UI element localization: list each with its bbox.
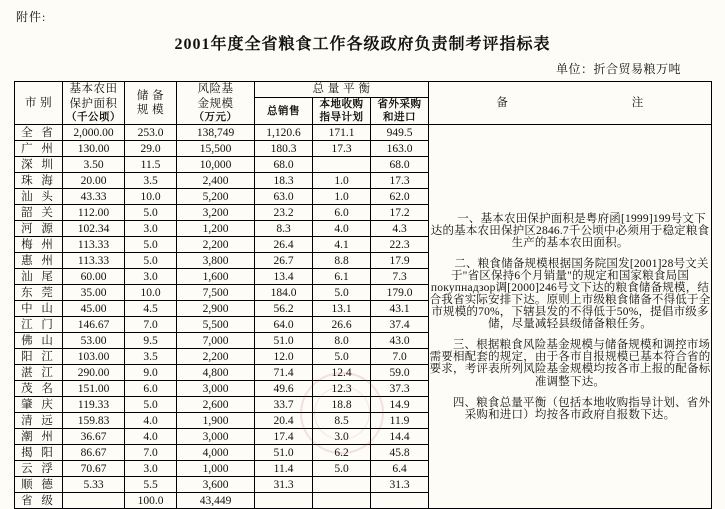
table-row xyxy=(15,125,712,141)
cell-region: 深 圳 xyxy=(15,157,63,173)
cell-region: 潮 州 xyxy=(15,429,63,445)
cell-local-purchase: 3.0 xyxy=(313,429,371,445)
cell-outside-purchase: 179.0 xyxy=(371,285,429,301)
cell-local-purchase: 8.0 xyxy=(313,333,371,349)
cell-region: 东 莞 xyxy=(15,285,63,301)
cell-risk-fund: 1,000 xyxy=(177,461,255,477)
cell-region: 江 门 xyxy=(15,317,63,333)
cell-farmland: 102.34 xyxy=(63,221,125,237)
cell-outside-purchase: 7.3 xyxy=(371,269,429,285)
cell-reserve: 4.0 xyxy=(125,413,177,429)
cell-risk-fund: 4,000 xyxy=(177,445,255,461)
cell-total-supply: 184.0 xyxy=(255,285,313,301)
cell-reserve: 11.5 xyxy=(125,157,177,173)
cell-farmland: 159.83 xyxy=(63,413,125,429)
cell-total-supply: 31.3 xyxy=(255,477,313,493)
cell-total-supply: 51.0 xyxy=(255,445,313,461)
cell-local-purchase: 4.0 xyxy=(313,221,371,237)
cell-outside-purchase: 7.0 xyxy=(371,349,429,365)
farmland-line-1: 基本农田 xyxy=(69,83,118,96)
cell-local-purchase: 8.5 xyxy=(313,413,371,429)
cell-region: 云 浮 xyxy=(15,461,63,477)
cell-region: 惠 州 xyxy=(15,253,63,269)
cell-reserve: 5.5 xyxy=(125,477,177,493)
cell-local-purchase: 8.8 xyxy=(313,253,371,269)
cell-risk-fund: 3,000 xyxy=(177,381,255,397)
cell-local-purchase: 5.0 xyxy=(313,461,371,477)
note-paragraph: 四、粮食总量平衡（包括本地收购指导计划、省外采购和进口）均按各市政府自报数下达。 xyxy=(452,396,711,421)
col-header-remark xyxy=(429,82,712,125)
cell-total-supply: 64.0 xyxy=(255,317,313,333)
cell-farmland xyxy=(63,493,125,509)
cell-outside-purchase: 45.8 xyxy=(371,445,429,461)
cell-reserve: 9.0 xyxy=(125,365,177,381)
cell-region: 广 州 xyxy=(15,141,63,157)
col-header-farmland xyxy=(63,82,125,125)
cell-outside-purchase: 59.0 xyxy=(371,365,429,381)
note-paragraph: 三、根据粮食风险基金规模与储备规模和调控市场需要相配套的规定，由于各市自报规模已基本符合省的要求，考评表所列风险基金规模均按各市上报的配备标准调整下达。 xyxy=(429,339,711,388)
table-body xyxy=(15,125,712,509)
cell-reserve: 7.0 xyxy=(125,317,177,333)
cell-local-purchase: 17.3 xyxy=(313,141,371,157)
cell-risk-fund: 2,200 xyxy=(177,237,255,253)
cell-farmland: 146.67 xyxy=(63,317,125,333)
cell-risk-fund: 10,000 xyxy=(177,157,255,173)
col-header-risk-fund xyxy=(177,82,255,125)
cell-local-purchase: 171.1 xyxy=(313,125,371,141)
cell-local-purchase: 6.0 xyxy=(313,205,371,221)
cell-farmland: 130.00 xyxy=(63,141,125,157)
reserve-line-2: 规 模 xyxy=(136,104,165,117)
cell-total-supply: 56.2 xyxy=(255,301,313,317)
cell-region: 茂 名 xyxy=(15,381,63,397)
cell-total-supply: 1,120.6 xyxy=(255,125,313,141)
cell-reserve: 10.0 xyxy=(125,285,177,301)
cell-farmland: 151.00 xyxy=(63,381,125,397)
cell-risk-fund: 43,449 xyxy=(177,493,255,509)
cell-local-purchase: 12.3 xyxy=(313,381,371,397)
cell-farmland: 53.00 xyxy=(63,333,125,349)
cell-outside-purchase: 17.9 xyxy=(371,253,429,269)
farmland-line-3: （千公顷） xyxy=(66,111,121,123)
cell-total-supply xyxy=(255,493,313,509)
cell-risk-fund: 4,800 xyxy=(177,365,255,381)
unit-label: 单位：折合贸易粮万吨 xyxy=(555,62,681,76)
cell-farmland: 3.50 xyxy=(63,157,125,173)
riskfund-line-1: 风险基 xyxy=(197,83,234,96)
cell-risk-fund: 7,500 xyxy=(177,285,255,301)
cell-local-purchase: 13.1 xyxy=(313,301,371,317)
cell-total-supply: 26.4 xyxy=(255,237,313,253)
cell-reserve: 5.0 xyxy=(125,205,177,221)
cell-total-supply: 26.7 xyxy=(255,253,313,269)
cell-risk-fund: 15,500 xyxy=(177,141,255,157)
cell-outside-purchase: 163.0 xyxy=(371,141,429,157)
cell-local-purchase xyxy=(313,493,371,509)
cell-total-supply: 18.3 xyxy=(255,173,313,189)
remark-word: 备 xyxy=(496,97,509,110)
cell-total-supply: 180.3 xyxy=(255,141,313,157)
cell-reserve: 3.0 xyxy=(125,461,177,477)
page-title: 2001年度全省粮食工作各级政府负责制考评指标表 xyxy=(174,36,551,53)
cell-region: 全 省 xyxy=(15,125,63,141)
cell-outside-purchase: 11.9 xyxy=(371,413,429,429)
cell-farmland: 60.00 xyxy=(63,269,125,285)
cell-total-supply: 71.4 xyxy=(255,365,313,381)
cell-outside-purchase: 43.0 xyxy=(371,333,429,349)
cell-risk-fund: 2,600 xyxy=(177,397,255,413)
col-header-region: 市 别 xyxy=(15,82,63,125)
cell-local-purchase: 1.0 xyxy=(313,173,371,189)
cell-outside-purchase: 17.3 xyxy=(371,173,429,189)
cell-farmland: 20.00 xyxy=(63,173,125,189)
note-word: 注 xyxy=(631,97,644,110)
cell-outside-purchase: 6.4 xyxy=(371,461,429,477)
col-header-outside-purchase: 省外采购 和进口 xyxy=(371,98,429,125)
cell-region: 珠 海 xyxy=(15,173,63,189)
cell-reserve: 5.0 xyxy=(125,237,177,253)
cell-total-supply: 33.7 xyxy=(255,397,313,413)
riskfund-line-2: 金规模 xyxy=(197,97,234,110)
cell-outside-purchase: 37.4 xyxy=(371,317,429,333)
cell-outside-purchase: 17.2 xyxy=(371,205,429,221)
cell-farmland: 5.33 xyxy=(63,477,125,493)
cell-farmland: 70.67 xyxy=(63,461,125,477)
cell-total-supply: 8.3 xyxy=(255,221,313,237)
cell-region: 佛 山 xyxy=(15,333,63,349)
cell-outside-purchase: 68.0 xyxy=(371,157,429,173)
cell-outside-purchase: 62.0 xyxy=(371,189,429,205)
col-header-balance-group: 总 量 平 衡 xyxy=(255,82,429,98)
col-header-reserve xyxy=(125,82,177,125)
cell-reserve: 5.0 xyxy=(125,397,177,413)
cell-risk-fund: 3,800 xyxy=(177,253,255,269)
cell-reserve: 10.0 xyxy=(125,189,177,205)
cell-region: 中 山 xyxy=(15,301,63,317)
cell-outside-purchase: 37.3 xyxy=(371,381,429,397)
cell-farmland: 113.33 xyxy=(63,253,125,269)
riskfund-line-3: （万元） xyxy=(193,111,238,123)
cell-outside-purchase: 14.4 xyxy=(371,429,429,445)
note-paragraph: 二、粮食储备规模根据国务院国发[2001]28号文关于"省区保持6个月销量"的规定和国家粮食局国покупнадзор调[2000]246号文下达的粮食储备规模，结合我省实际安排下达。原则上市级粮食储备不得低于全市规模的70%，下辖县发的不得低于50%，提倡市级多储，尽量减轻县级储备粮任务。 xyxy=(429,257,711,331)
cell-local-purchase: 1.0 xyxy=(313,189,371,205)
cell-local-purchase: 18.8 xyxy=(313,397,371,413)
cell-farmland: 36.67 xyxy=(63,429,125,445)
cell-reserve: 3.5 xyxy=(125,173,177,189)
cell-total-supply: 17.4 xyxy=(255,429,313,445)
cell-farmland: 113.33 xyxy=(63,237,125,253)
cell-reserve: 9.5 xyxy=(125,333,177,349)
cell-outside-purchase: 4.3 xyxy=(371,221,429,237)
cell-local-purchase xyxy=(313,157,371,173)
cell-risk-fund: 2,200 xyxy=(177,349,255,365)
cell-reserve: 3.5 xyxy=(125,349,177,365)
cell-outside-purchase: 31.3 xyxy=(371,477,429,493)
cell-outside-purchase: 22.3 xyxy=(371,237,429,253)
cell-farmland: 119.33 xyxy=(63,397,125,413)
cell-outside-purchase: 14.9 xyxy=(371,397,429,413)
cell-reserve: 3.0 xyxy=(125,269,177,285)
note-paragraph: 一、基本农田保护面积是粤府函[1999]199号文下达的基本农田保护区2846.7千公顷中必须用于稳定粮食生产的基本农田面积。 xyxy=(430,212,710,249)
cell-risk-fund: 3,000 xyxy=(177,429,255,445)
cell-reserve: 7.0 xyxy=(125,445,177,461)
cell-region: 梅 州 xyxy=(15,237,63,253)
cell-total-supply: 49.6 xyxy=(255,381,313,397)
cell-total-supply: 20.4 xyxy=(255,413,313,429)
cell-region: 顺 德 xyxy=(15,477,63,493)
cell-risk-fund: 1,200 xyxy=(177,221,255,237)
cell-local-purchase: 12.4 xyxy=(313,365,371,381)
cell-farmland: 35.00 xyxy=(63,285,125,301)
cell-region: 省 级 xyxy=(15,493,63,509)
cell-region: 肇 庆 xyxy=(15,397,63,413)
cell-farmland: 45.00 xyxy=(63,301,125,317)
cell-risk-fund: 5,500 xyxy=(177,317,255,333)
cell-reserve: 6.0 xyxy=(125,381,177,397)
cell-region: 揭 阳 xyxy=(15,445,63,461)
cell-local-purchase: 6.2 xyxy=(313,445,371,461)
cell-local-purchase xyxy=(313,477,371,493)
cell-region: 汕 尾 xyxy=(15,269,63,285)
cell-reserve: 4.0 xyxy=(125,429,177,445)
cell-farmland: 43.33 xyxy=(63,189,125,205)
cell-region: 韶 关 xyxy=(15,205,63,221)
cell-total-supply: 12.0 xyxy=(255,349,313,365)
attachment-label: 附件: xyxy=(16,10,47,24)
cell-total-supply: 23.2 xyxy=(255,205,313,221)
cell-risk-fund: 1,600 xyxy=(177,269,255,285)
cell-region: 清 远 xyxy=(15,413,63,429)
cell-total-supply: 51.0 xyxy=(255,333,313,349)
indicator-table xyxy=(14,81,712,509)
cell-reserve: 253.0 xyxy=(125,125,177,141)
cell-risk-fund: 2,400 xyxy=(177,173,255,189)
col-header-total-supply: 总销售 xyxy=(255,98,313,125)
cell-farmland: 112.00 xyxy=(63,205,125,221)
cell-reserve: 3.0 xyxy=(125,221,177,237)
cell-local-purchase: 5.0 xyxy=(313,349,371,365)
cell-risk-fund: 5,200 xyxy=(177,189,255,205)
cell-farmland: 290.00 xyxy=(63,365,125,381)
cell-outside-purchase xyxy=(371,493,429,509)
cell-risk-fund: 1,900 xyxy=(177,413,255,429)
cell-local-purchase: 5.0 xyxy=(313,285,371,301)
cell-reserve: 5.0 xyxy=(125,253,177,269)
cell-local-purchase: 26.6 xyxy=(313,317,371,333)
reserve-line-1: 储 备 xyxy=(136,89,165,102)
cell-outside-purchase: 43.1 xyxy=(371,301,429,317)
cell-region: 汕 头 xyxy=(15,189,63,205)
cell-risk-fund: 3,200 xyxy=(177,205,255,221)
cell-reserve: 100.0 xyxy=(125,493,177,509)
cell-farmland: 103.00 xyxy=(63,349,125,365)
notes-cell xyxy=(429,125,712,509)
cell-region: 河 源 xyxy=(15,221,63,237)
cell-region: 湛 江 xyxy=(15,365,63,381)
cell-farmland: 86.67 xyxy=(63,445,125,461)
cell-outside-purchase: 949.5 xyxy=(371,125,429,141)
cell-region: 阳 江 xyxy=(15,349,63,365)
farmland-line-2: 保护面积 xyxy=(69,97,118,110)
cell-total-supply: 11.4 xyxy=(255,461,313,477)
cell-total-supply: 63.0 xyxy=(255,189,313,205)
cell-risk-fund: 138,749 xyxy=(177,125,255,141)
cell-local-purchase: 6.1 xyxy=(313,269,371,285)
cell-risk-fund: 7,000 xyxy=(177,333,255,349)
cell-farmland: 2,000.00 xyxy=(63,125,125,141)
cell-total-supply: 68.0 xyxy=(255,157,313,173)
col-header-local-purchase: 本地收购 指导计划 xyxy=(313,98,371,125)
cell-risk-fund: 2,900 xyxy=(177,301,255,317)
cell-local-purchase: 4.1 xyxy=(313,237,371,253)
cell-total-supply: 13.4 xyxy=(255,269,313,285)
cell-reserve: 4.5 xyxy=(125,301,177,317)
cell-risk-fund: 3,600 xyxy=(177,477,255,493)
cell-reserve: 29.0 xyxy=(125,141,177,157)
